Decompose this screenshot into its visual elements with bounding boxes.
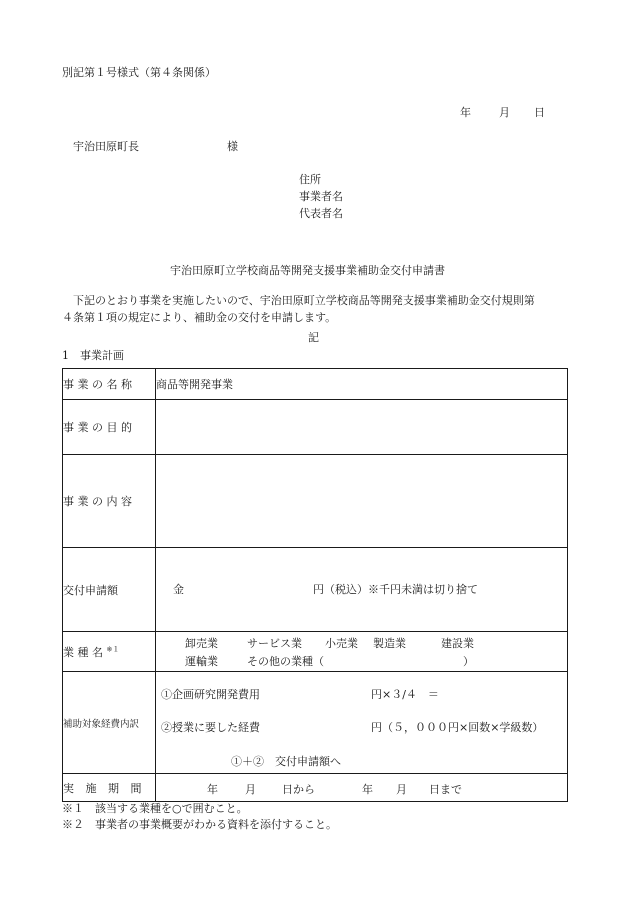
addressee-name: 宇治田原町長 (73, 140, 139, 153)
label-requested-amount: 交付申請額 (63, 548, 156, 632)
expense-item-2-calc: 円（５，０００円×回数×学級数） (371, 721, 544, 734)
applicant-representative: 代表者名 (299, 207, 343, 220)
period-start-month: 月 (245, 783, 256, 796)
industry-other-close: ） (463, 655, 474, 668)
section-heading: 1 事業計画 (62, 349, 124, 362)
row-project-purpose (63, 400, 568, 455)
expense-item-1-calc: 円×３/４ ＝ (371, 688, 439, 701)
value-project-name: 商品等開発事業 (156, 369, 568, 400)
body-line-2: ４条第１項の規定により、補助金の交付を申請します。 (62, 311, 337, 324)
period-start-day: 日から (282, 783, 315, 796)
plan-table (62, 368, 568, 802)
addressee-honorific: 様 (227, 140, 238, 153)
amount-unit: 円（税込）※千円未満は切り捨て (313, 583, 478, 596)
row-project-name (63, 369, 568, 400)
industry-transport: 運輸業 (185, 655, 218, 668)
date-day: 日 (534, 106, 545, 119)
note-2: ※２ 事業者の事業概要がわかる資料を添付すること。 (62, 818, 337, 831)
row-requested-amount (63, 548, 568, 632)
industry-manufacturing: 製造業 (373, 637, 406, 650)
industry-retail: 小売業 (325, 637, 358, 650)
amount-prefix: 金 (173, 583, 184, 596)
industry-wholesale: 卸売業 (185, 637, 218, 650)
row-expenses (63, 672, 568, 774)
expense-item-2: ②授業に要した経費 (161, 721, 260, 734)
applicant-business-name: 事業者名 (299, 190, 343, 203)
row-industry (63, 632, 568, 672)
industry-construction: 建設業 (441, 637, 474, 650)
industry-service: サービス業 (247, 637, 302, 650)
period-end-year: 年 (362, 783, 373, 796)
date-year: 年 (460, 106, 471, 119)
value-industry (156, 632, 568, 672)
value-period (156, 774, 568, 802)
date-month: 月 (499, 106, 510, 119)
period-end-day: 日まで (429, 783, 462, 796)
label-industry (63, 632, 156, 672)
period-end-month: 月 (396, 783, 407, 796)
period-start-year: 年 (207, 783, 218, 796)
label-period: 実 施 期 間 (63, 774, 156, 802)
industry-other: その他の業種（ (247, 655, 324, 668)
body-line-1: 下記のとおり事業を実施したいので、宇治田原町立学校商品等開発支援事業補助金交付規則第 (73, 294, 535, 307)
expense-total: ①＋② 交付申請額へ (231, 755, 341, 768)
value-requested-amount (156, 548, 568, 632)
label-project-name: 事 業 の 名 称 (63, 369, 156, 400)
label-project-purpose: 事 業 の 目 的 (63, 400, 156, 455)
label-project-content: 事 業 の 内 容 (63, 455, 156, 548)
label-expenses: 補助対象経費内訳 (63, 672, 156, 774)
value-project-purpose (156, 400, 568, 455)
note-1: ※１ 該当する業種を○で囲むこと。 (62, 802, 248, 815)
ki-mark: 記 (308, 331, 319, 344)
expense-item-1: ①企画研究開発費用 (161, 688, 260, 701)
row-project-content (63, 455, 568, 548)
document-title: 宇治田原町立学校商品等開発支援事業補助金交付申請書 (170, 264, 445, 277)
form-label: 別記第１号様式（第４条関係） (62, 66, 216, 79)
industry-label-mark: ※１ (106, 644, 120, 653)
row-period (63, 774, 568, 802)
value-project-content (156, 455, 568, 548)
applicant-address: 住所 (299, 173, 321, 186)
value-expenses (156, 672, 568, 774)
industry-label-text: 業 種 名 (63, 645, 103, 659)
